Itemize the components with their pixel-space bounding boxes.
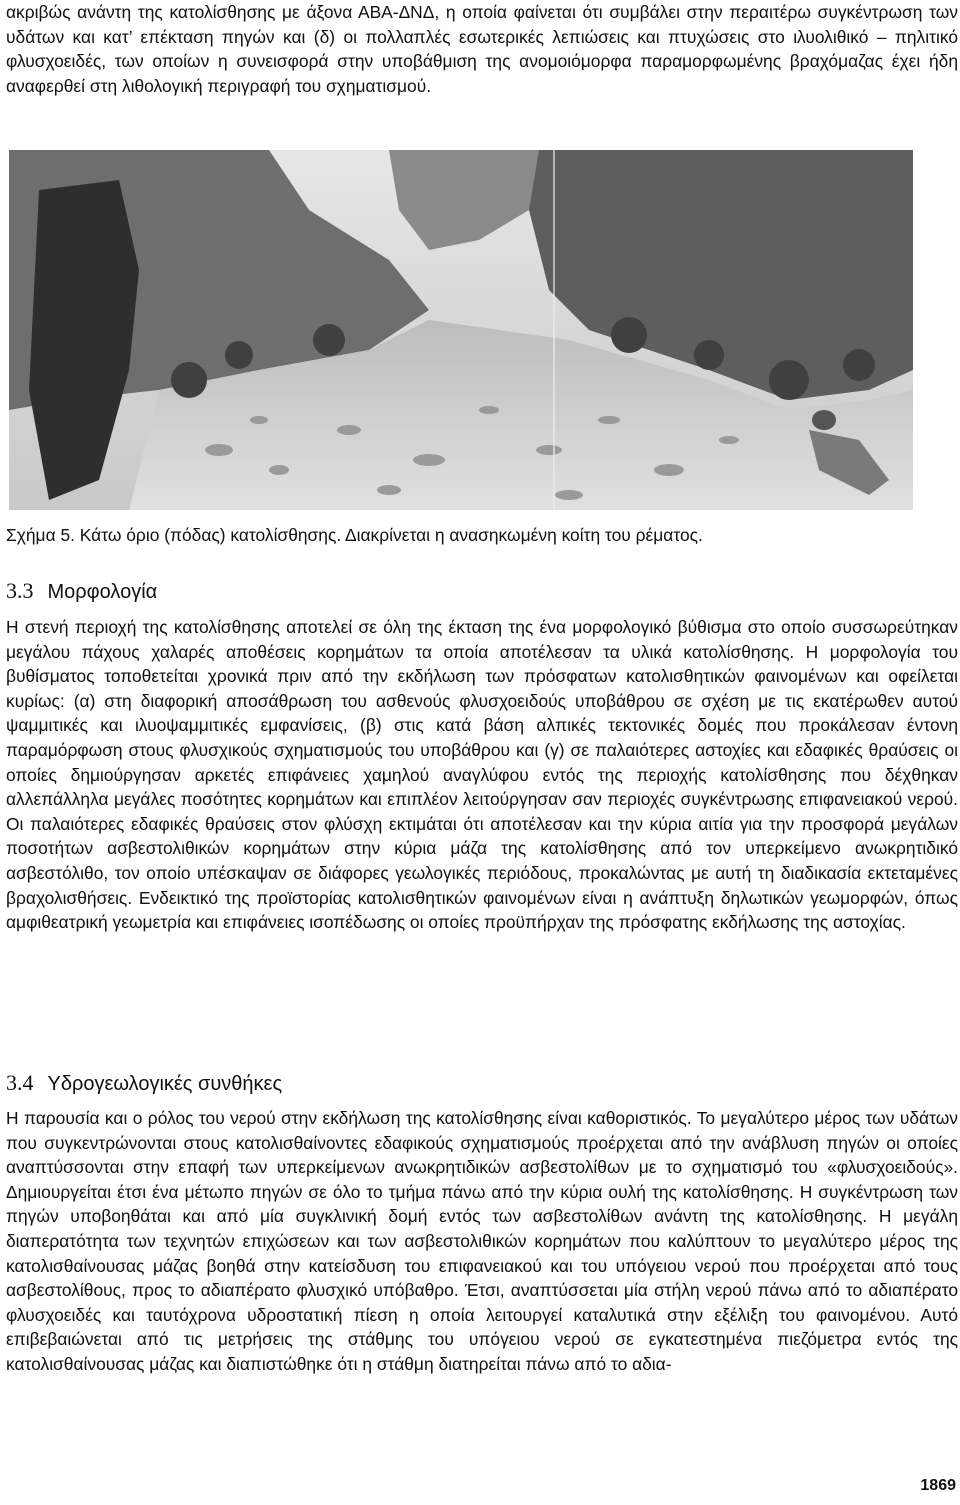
page-number: 1869 xyxy=(920,1477,956,1494)
section-number: 3.4 xyxy=(6,1070,34,1095)
morphology-paragraph: Η στενή περιοχή της κατολίσθησης αποτελεί σε όλη της έκταση της ένα μορφολογικό βύθισμα στο οποίο συσσωρεύτηκαν μεγάλου πάχους χαλαρές αποθέσεις κορημάτων τα οποία αποτέλεσαν τα υλικά κατολίσθησης. Η μορφολογία του βυθίσματος τοποθετείται χρονικά πριν από την εκδήλωση των πρόσφατων κατολισθητικών φαινομένων και οφείλεται κυρίως: (α) στη διαφορική αποσάθρωση του ασθενούς φλυσχοειδούς υποβάθρου σε σχέση με τις εκατέρωθεν αυτού ψαμμιτικές και ιλυοψαμμιτικές εμφανίσεις, (β) στις κατά βάση αλπικές τεκτονικές δομές που προκάλεσαν έντονη παραμόρφωση στους φλυσχικούς σχηματισμούς του υποβάθρου και (γ) σε παλαιότερες αστοχίες και εδαφικές θραύσεις οι οποίες δημιούργησαν αρκετές επιφάνειες χαμηλού αναγλύφου εντός της περιοχής κατολίσθησης που δέχθηκαν αλλεπάλληλα μεγάλες ποσότητες κορημάτων και επιπλέον λειτούργησαν σαν περιοχές συγκέντρωσης επιφανειακού νερού. Οι παλαιότερες εδαφικές θραύσεις στον φλύσχη εκτιμάται ότι αποτέλεσαν και την κύρια αιτία για την προσφορά μεγάλων ποσοτήτων ασβεστολιθικών κορημάτων στην κύρια μάζα της κατολίσθησης από τον υπερκείμενο ανωκρητιδικό ασβεστόλιθο, τον οποίο υπέσκαψαν σε διάφορες γεωλογικές περιόδους, προκαλώντας με αυτή τη διαδικασία εκτεταμένες βραχολισθήσεις. Ενδεικτικό της προϊστορίας κατολισθητικών φαινομένων είναι η ανάπτυξη δηλωτικών γεωμορφών, όπως αμφιθεατρική γεωμετρία και επιφάνειες ισοπέδωσης οι οποίες προϋπήρχαν της πρόσφατης εκδήλωσης της αστοχίας. xyxy=(6,617,958,933)
hydrogeology-paragraph: Η παρουσία και ο ρόλος του νερού στην εκδήλωση της κατολίσθησης είναι καθοριστικός. Το μεγαλύτερο μέρος των υδάτων που συγκεντρώνονται στους κατολισθαίνοντες εδαφικούς σχηματισμούς προέρχεται από την ανάβλυση πηγών οι οποίες αναπτύσσονται στην επαφή των υπερκείμενων ανωκρητιδικών ασβεστολίθων με το σχηματισμό του «φλυσχοειδούς». Δημιουργείται έτσι ένα μέτωπο πηγών σε όλο το τμήμα πάνω από την κύρια ουλή της κατολίσθησης. Η συγκέντρωση των πηγών υποβοηθάται και από μία συγκλινική δομή εντός των ασβεστολίθων ανάντη της κατολίσθησης. Η μεγάλη διαπερατότητα των τεχνητών επιχώσεων και των ασβεστολιθικών κορημάτων που καλύπτουν το μεγαλύτερο μέρος της κατολισθαίνουσας μάζας βοηθά στην κατείσδυση του επιφανειακού και του υπόγειου νερού που προέρχεται από τους ασβεστολίθους, προς το αδιαπέρατο φλυσχικό υπόβαθρο. Έτσι, αναπτύσσεται μία στήλη νερού πάνω από το αδιαπέρατο φλυσχοειδές και ταυτόχρονα υδροστατική πίεση η οποία λειτουργεί καταλυτικά στην εξέλιξη του φαινομένου. Αυτό επιβεβαιώνεται από τις μετρήσεις της στάθμης του υπόγειου νερού σε εγκατεστημένα πιεζόμετρα εντός της κατολισθαίνουσας μάζας και διαπιστώθηκε ότι η στάθμη διατηρείται πάνω από το αδια- xyxy=(6,1108,958,1374)
section-title: Υδρογεωλογικές συνθήκες xyxy=(47,1073,283,1095)
figure-caption: Σχήμα 5. Κάτω όριο (πόδας) κατολίσθησης. Διακρίνεται η ανασηκωμένη κοίτη του ρέματος. xyxy=(6,525,703,545)
landslide-photo xyxy=(9,150,913,510)
section-heading-morphology xyxy=(6,578,157,605)
section-title: Μορφολογία xyxy=(47,581,158,603)
section-number: 3.3 xyxy=(6,578,34,603)
intro-paragraph: ακριβώς ανάντη της κατολίσθησης με άξονα ΑΒΑ-ΔΝΔ, η οποία φαίνεται ότι συμβάλει στην περαιτέρω συγκέντρωση των υδάτων και κατ’ επέκταση πηγών και (δ) οι πολλαπλές εσωτερικές λεπιώσεις και πτυχώσεις στο ιλυολιθικό – πηλιτικό φλυσχοειδές, των οποίων η συνεισφορά στην υποβάθμιση της ανομοιόμορφα παραμορφωμένης βραχόμαζας έχει ήδη αναφερθεί στη λιθολογική περιγραφή του σχηματισμού. xyxy=(6,2,958,96)
section-heading-hydrogeology xyxy=(6,1070,282,1097)
